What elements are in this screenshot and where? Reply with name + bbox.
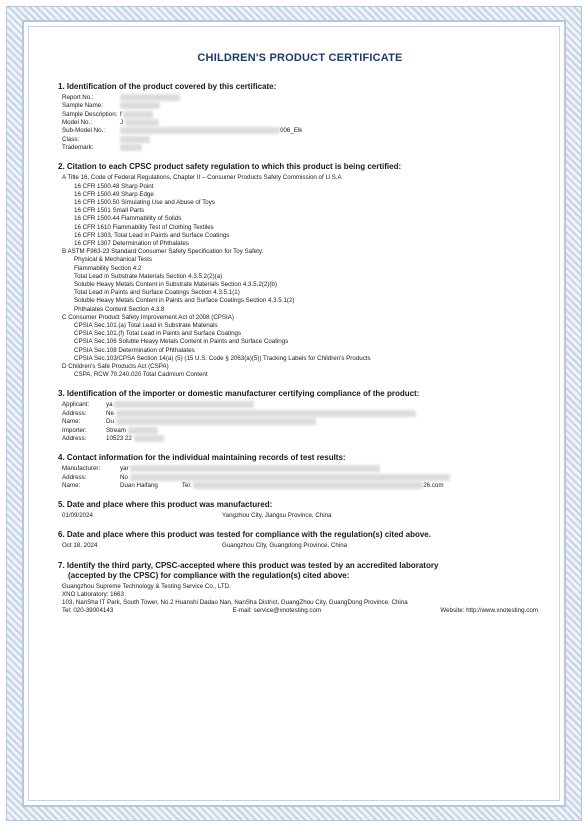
regulation-b-item: Total Lead in Paints and Surface Coatings Section 4.3.5.1(1) [74, 289, 240, 297]
regulation-c: C Consumer Product Safety Improvement Act of 2008 (CPSIA) [62, 313, 234, 321]
class-row: Class: [62, 136, 538, 144]
section-4-heading: 4. Contact information for the individual maintaining records of test results: [58, 453, 346, 463]
section-2-heading: 2. Citation to each CPSC product safety regulation to which this product is being certified: [58, 162, 402, 172]
lab-contact [62, 607, 538, 615]
test-place: Guangzhou City, Guangdong Province, China [222, 542, 348, 550]
redacted-block [116, 418, 316, 425]
redacted-block [116, 410, 416, 417]
page-title: CHILDREN'S PRODUCT CERTIFICATE [197, 52, 403, 64]
redacted-block [128, 427, 158, 434]
applicant-address-row: Address: Ne [62, 410, 538, 418]
lab-company: Guangzhou Supreme Technology & Testing Service Co., LTD. [62, 582, 231, 590]
redacted-block [120, 144, 142, 151]
regulation-b-item: Flammability Section 4.2 [74, 264, 142, 272]
lab-website: Website: http://www.xnotesting.com [440, 607, 538, 615]
sub-model-row: Sub-Model No.: 006_Elk [62, 127, 303, 135]
regulation-b: B ASTM F963-23 Standard Consumer Safety Specification for Toy Safety: [62, 248, 264, 256]
regulation-c-item: CPSIA Sec.108 Determination of Phthalates [74, 346, 195, 354]
regulation-d-item: CSPA, RCW 70.240.020 Total Cadmium Content [74, 371, 208, 379]
lab-address: 103, NanSha IT Park, South Tower, No.2 Huanshi Dadao Nan, NanSha District, GuangZhou City, GuangDong Province, China [62, 599, 408, 607]
redacted-block [120, 136, 150, 143]
section-7-heading-cont: (accepted by the CPSC) for compliance with the regulation(s) cited above: [68, 570, 350, 580]
trademark-row: Trademark: [62, 144, 538, 152]
redacted-block [125, 119, 159, 126]
regulation-b-item: Soluble Heavy Metals Content in Paints and Surface Coatings Section 4.3.5.1(2) [74, 297, 295, 305]
regulation-c-item: CPSIA Sec.103/CPSA Section 14(a) (5) (15 U.S. Code § 2063(a)(5)) Tracking Labels for Children's Products [74, 354, 371, 362]
manufacturer-address-row: Address: No [62, 474, 538, 482]
section-7-heading: 7. Identify the third party, CPSC-accepted where this product was tested by an accredited laboratory [58, 560, 439, 570]
importer-row: Importer: Stream [62, 427, 538, 435]
applicant-name-row: Name: Du [62, 418, 538, 426]
redacted-block [130, 474, 450, 481]
applicant-row: Applicant: ya [62, 401, 538, 409]
manufacturer-row: Manufacturer: yar [62, 465, 538, 473]
section-1-heading: 1. Identification of the product covered by this certificate: [58, 82, 277, 91]
lab-id: XNO Laboratory: 1663 [62, 590, 124, 598]
regulation-a: A Title 16, Code of Federal Regulations, Chapter II – Consumer Products Safety Commission of U.S.A [62, 174, 342, 182]
regulation-a-item: 16 CFR 1501 Small Parts [74, 207, 145, 215]
test-date: Oct 18, 2024 [62, 542, 98, 550]
section-3-heading: 3. Identification of the importer or domestic manufacturer certifying compliance of the product: [58, 389, 420, 399]
regulation-a-item: 16 CFR 1610 Flammability Test of Clothing Textiles [74, 223, 214, 231]
regulation-c-item: CPSIA Sec.106 Soluble Heavy Metals Content in Paints and Surface Coatings [74, 338, 289, 346]
regulation-c-item: CPSIA Sec.101.(a) Total Lead in Substrate Materials [74, 322, 218, 330]
redacted-block [120, 102, 160, 109]
model-no-row: Model No.: J [62, 119, 538, 127]
lab-email: E-mail: service@xnotesting.com [232, 607, 322, 615]
regulation-a-item: 16 CFR 1307 Determination of Phthalates [74, 240, 189, 248]
regulation-a-item: 16 CFR 1303, Total Lead in Paints and Surface Coatings [74, 231, 230, 239]
redacted-block [120, 94, 180, 101]
regulation-b-item: Phthalates Content Section 4.3.8 [74, 305, 165, 313]
report-no-row: Report No.: [62, 94, 538, 102]
sample-name-row: Sample Name: [62, 102, 538, 110]
importer-address-row: Address: 10523 22 [62, 435, 538, 443]
manufacture-date-place [62, 512, 538, 520]
regulation-b-item: Soluble Heavy Metals Content in Substrate Materials Section 4.3.5.2(2)(b) [74, 281, 277, 289]
lab-tel: Tel: 020-39004143 [62, 607, 114, 615]
regulation-a-item: 16 CFR 1500.48 Sharp Point [74, 182, 154, 190]
redacted-block [120, 127, 280, 134]
redacted-block [193, 482, 423, 489]
redacted-block [123, 111, 153, 118]
regulation-b-item: Total Lead in Substrate Materials Section 4.3.5.2(2)(a) [74, 272, 223, 280]
regulation-c-item: CPSIA Sec.101.(f) Total Lead in Paints and Surface Coatings [74, 330, 242, 338]
redacted-block [130, 465, 380, 472]
redacted-block [134, 435, 164, 442]
section-1-fields [62, 94, 538, 152]
manufacture-place: Yangzhou City, Jiangsu Province, China [222, 512, 332, 520]
test-date-place [62, 542, 538, 550]
regulation-b-item: Physical & Mechanical Tests [74, 256, 152, 264]
section-6-heading: 6. Date and place where this product was tested for compliance with the regulation(s) cited above. [58, 530, 431, 540]
section-5-heading: 5. Date and place where this product was manufactured: [58, 500, 273, 510]
certificate-content [58, 40, 538, 615]
contact-name-row: Name: Duan Haifang Tel: 26.com [62, 481, 444, 490]
redacted-block [114, 401, 254, 408]
manufacture-date: 01/09/2024 [62, 512, 93, 520]
regulation-d: D Children's Safe Products Act (CSPA) [62, 363, 169, 371]
regulation-a-item: 16 CFR 1500.49 Sharp Edge [74, 190, 154, 198]
regulation-a-item: 16 CFR 1500.50 Simulating Use and Abuse of Toys [74, 199, 215, 207]
regulation-a-item: 16 CFR 1500.44 Flammability of Solids [74, 215, 182, 223]
sample-description-row: Sample Description: f [62, 111, 538, 119]
